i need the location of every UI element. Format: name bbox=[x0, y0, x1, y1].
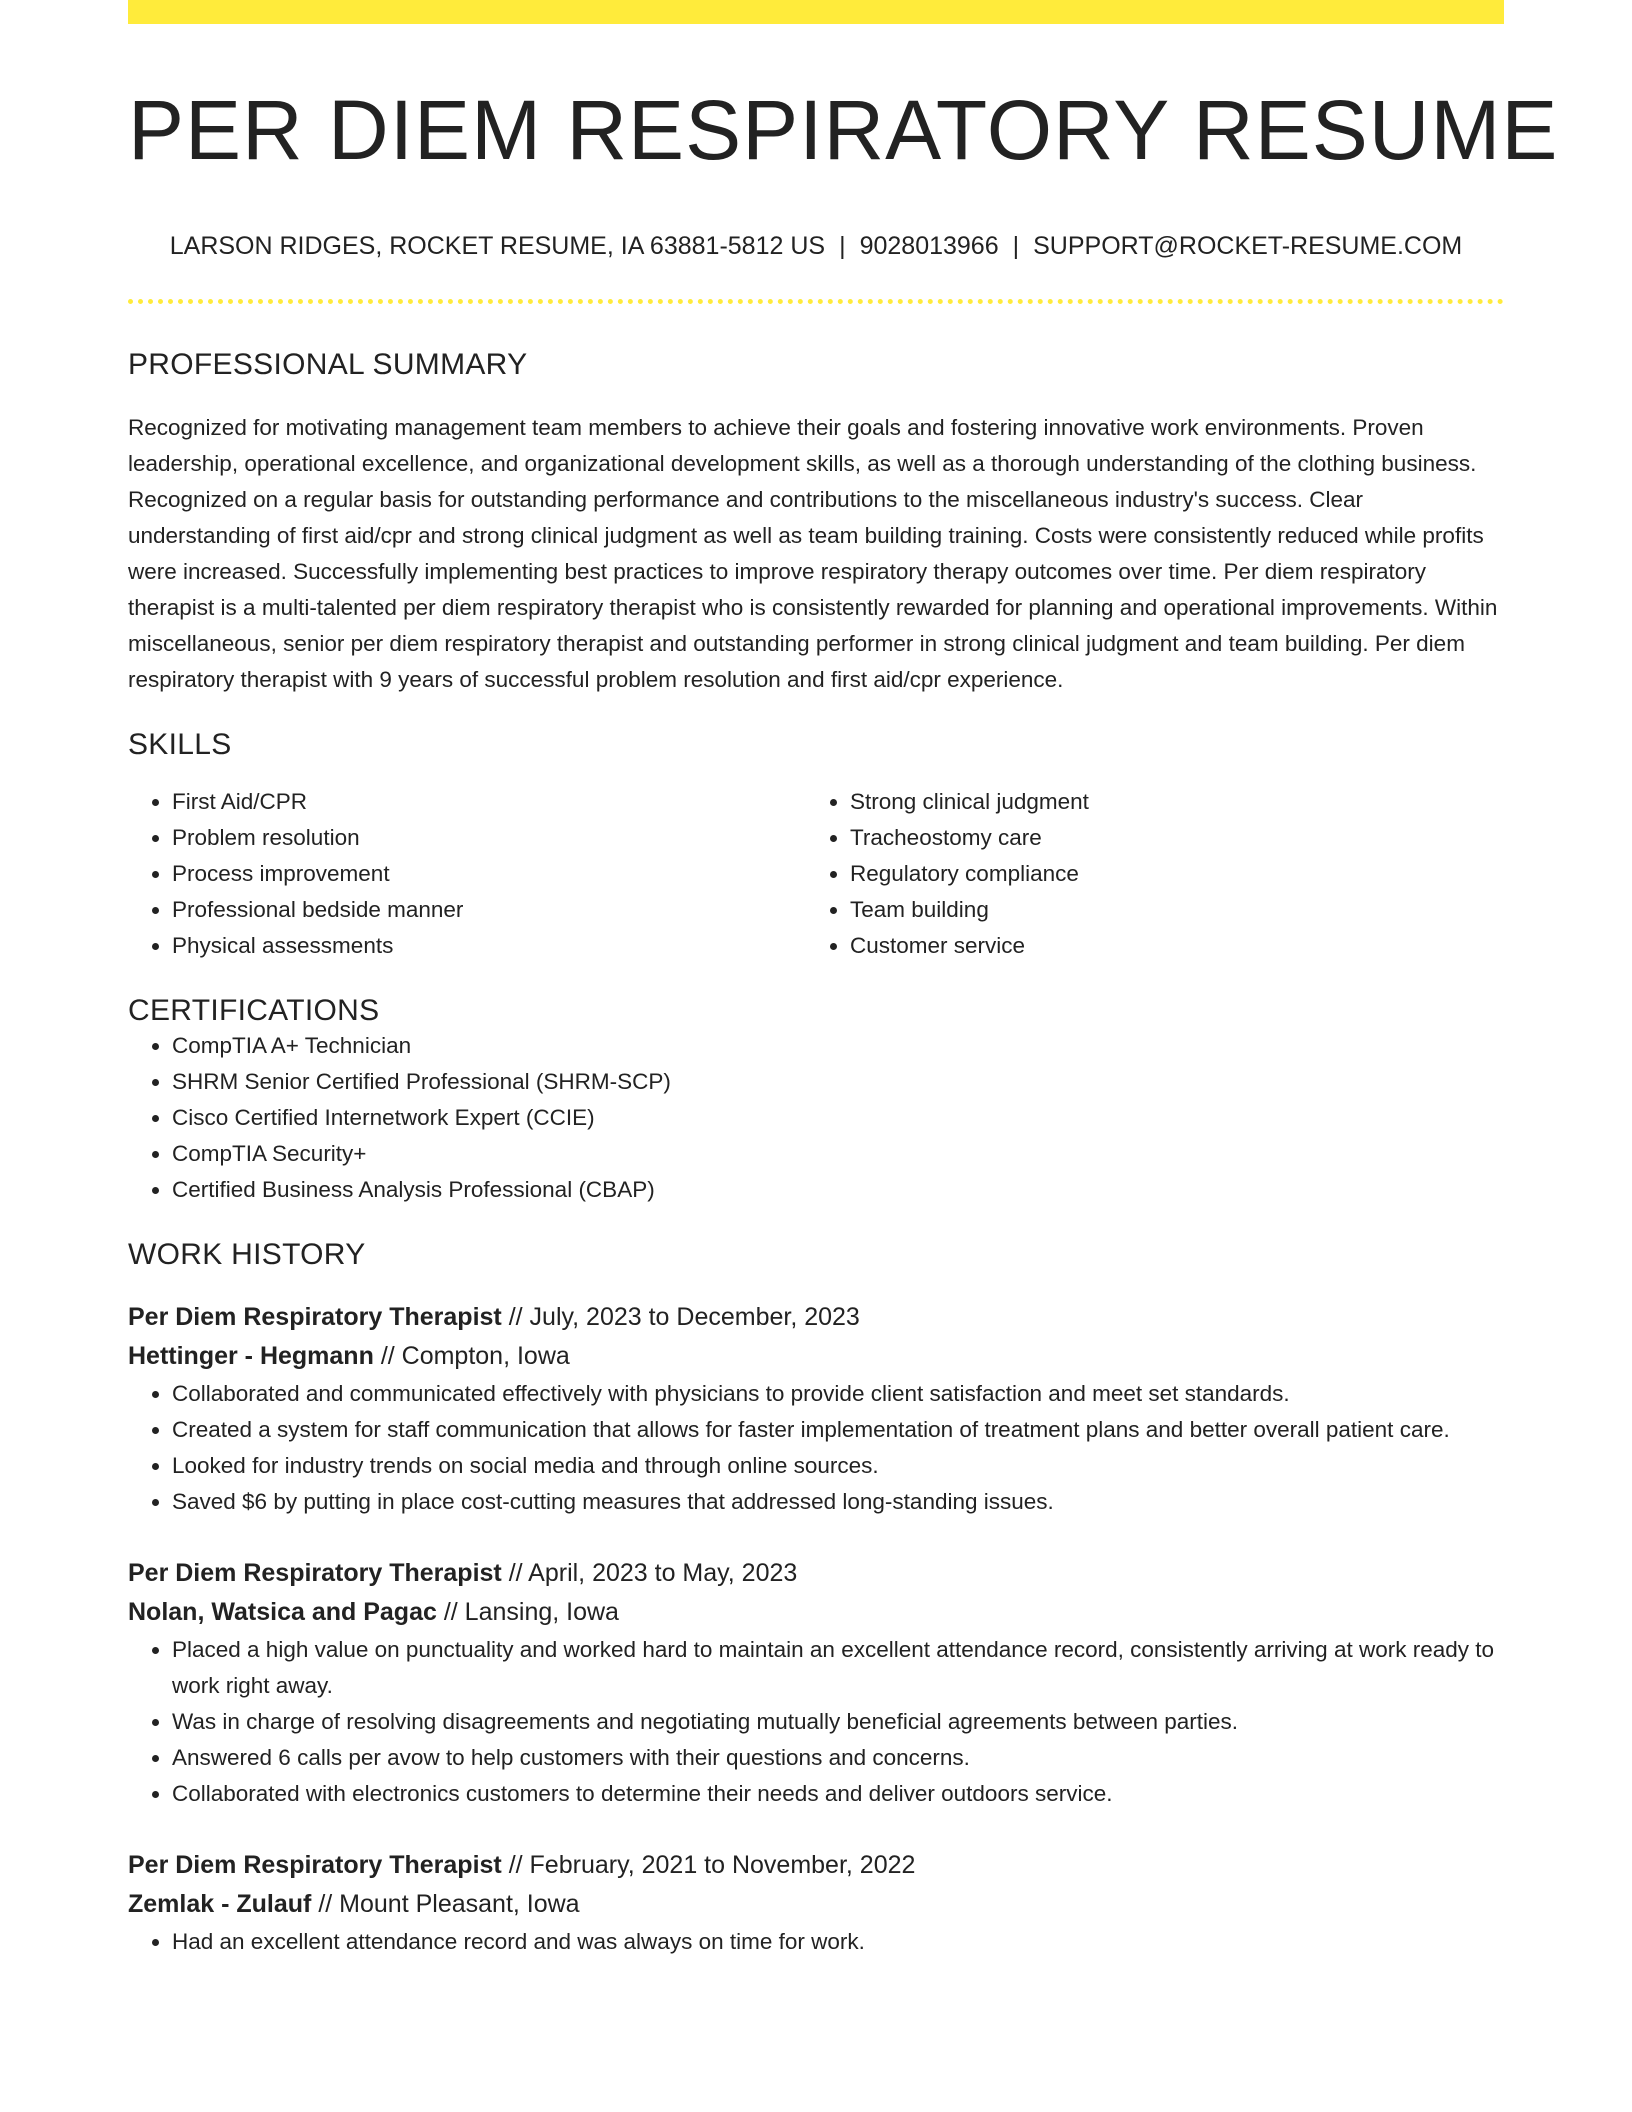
job-bullet: • Saved $6 by putting in place cost-cutting measures that addressed long-standing issues. bbox=[172, 1484, 1504, 1520]
skill-item: • Tracheostomy care bbox=[850, 820, 1484, 856]
job-bullet: • Collaborated with electronics customers to determine their needs and deliver outdoors service. bbox=[172, 1776, 1504, 1812]
skills-column-left bbox=[128, 784, 806, 964]
top-accent-bar bbox=[128, 0, 1504, 24]
job-dates: // July, 2023 to December, 2023 bbox=[508, 1303, 860, 1332]
contact-email: SUPPORT@ROCKET-RESUME.COM bbox=[1033, 232, 1463, 261]
job-company-line bbox=[128, 1885, 1504, 1924]
job-bullets bbox=[128, 1376, 1504, 1520]
job-title-line bbox=[128, 1298, 1504, 1337]
job-title: Per Diem Respiratory Therapist bbox=[128, 1559, 502, 1588]
job-bullets bbox=[128, 1924, 1504, 1960]
job-bullet: • Created a system for staff communication that allows for faster implementation of treatment plans and better overall patient care. bbox=[172, 1412, 1504, 1448]
job-company: Zemlak - Zulauf bbox=[128, 1890, 312, 1919]
skill-item: • Professional bedside manner bbox=[172, 892, 806, 928]
skills-grid bbox=[128, 784, 1504, 964]
job-entry bbox=[128, 1298, 1504, 1520]
job-title-line bbox=[128, 1554, 1504, 1593]
job-company: Hettinger - Hegmann bbox=[128, 1342, 374, 1371]
certification-item: • CompTIA A+ Technician bbox=[172, 1028, 1504, 1064]
work-history-heading: WORK HISTORY bbox=[128, 1238, 366, 1272]
skills-list-left bbox=[128, 784, 806, 964]
contact-address: LARSON RIDGES, ROCKET RESUME, IA 63881-5812 US bbox=[169, 232, 826, 261]
contact-line bbox=[128, 232, 1504, 261]
certification-item: • SHRM Senior Certified Professional (SHRM-SCP) bbox=[172, 1064, 1504, 1100]
certification-item: • CompTIA Security+ bbox=[172, 1136, 1504, 1172]
skill-item: • Physical assessments bbox=[172, 928, 806, 964]
job-title: Per Diem Respiratory Therapist bbox=[128, 1851, 502, 1880]
job-dates: // April, 2023 to May, 2023 bbox=[508, 1559, 798, 1588]
skill-item: • Problem resolution bbox=[172, 820, 806, 856]
job-bullet: • Collaborated and communicated effectively with physicians to provide client satisfaction and meet set standards. bbox=[172, 1376, 1504, 1412]
job-entry bbox=[128, 1846, 1504, 1960]
job-location: // Compton, Iowa bbox=[380, 1342, 570, 1371]
certifications-list bbox=[128, 1028, 1504, 1208]
skill-item: • Team building bbox=[850, 892, 1484, 928]
certification-item: • Certified Business Analysis Professional (CBAP) bbox=[172, 1172, 1504, 1208]
job-location: // Mount Pleasant, Iowa bbox=[318, 1890, 580, 1919]
job-bullet: • Was in charge of resolving disagreements and negotiating mutually beneficial agreements between parties. bbox=[172, 1704, 1504, 1740]
skill-item: • Regulatory compliance bbox=[850, 856, 1484, 892]
skills-column-right bbox=[806, 784, 1484, 964]
job-bullets bbox=[128, 1632, 1504, 1812]
skill-item: • Strong clinical judgment bbox=[850, 784, 1484, 820]
job-company: Nolan, Watsica and Pagac bbox=[128, 1598, 437, 1627]
job-bullet: • Answered 6 calls per avow to help customers with their questions and concerns. bbox=[172, 1740, 1504, 1776]
skill-item: • First Aid/CPR bbox=[172, 784, 806, 820]
job-title: Per Diem Respiratory Therapist bbox=[128, 1303, 502, 1332]
job-company-line bbox=[128, 1337, 1504, 1376]
resume-page bbox=[128, 0, 1559, 1960]
job-title-line bbox=[128, 1846, 1504, 1885]
certifications-heading: CERTIFICATIONS bbox=[128, 994, 380, 1028]
skill-item: • Customer service bbox=[850, 928, 1484, 964]
contact-separator: | bbox=[1012, 232, 1020, 261]
skills-heading: SKILLS bbox=[128, 728, 232, 762]
job-company-line bbox=[128, 1593, 1504, 1632]
skills-list-right bbox=[806, 784, 1484, 964]
skill-item: • Process improvement bbox=[172, 856, 806, 892]
job-location: // Lansing, Iowa bbox=[443, 1598, 619, 1627]
summary-heading: PROFESSIONAL SUMMARY bbox=[128, 348, 528, 382]
summary-text: Recognized for motivating management team members to achieve their goals and fostering innovative work environments. Proven leadership, operational excellence, and organizational development skills, as well as a thorough understanding of the clothing business. Recognized on a regular basis for outstanding performance and contributions to the miscellaneous industry's success. Clear understanding of first aid/cpr and strong clinical judgment as well as team building training. Costs were consistently reduced while profits were increased. Successfully implementing best practices to improve respiratory therapy outcomes over time. Per diem respiratory therapist is a multi-talented per diem respiratory therapist who is consistently rewarded for planning and operational improvements. Within miscellaneous, senior per diem respiratory therapist and outstanding performer in strong clinical judgment and team building. Per diem respiratory therapist with 9 years of successful problem resolution and first aid/cpr experience. bbox=[128, 415, 1498, 693]
dotted-divider bbox=[128, 299, 1504, 304]
job-entry bbox=[128, 1554, 1504, 1812]
resume-title: PER DIEM RESPIRATORY RESUME bbox=[128, 83, 1559, 177]
job-bullet: • Had an excellent attendance record and was always on time for work. bbox=[172, 1924, 1504, 1960]
contact-separator: | bbox=[839, 232, 846, 261]
job-bullet: • Looked for industry trends on social media and through online sources. bbox=[172, 1448, 1504, 1484]
certification-item: • Cisco Certified Internetwork Expert (CCIE) bbox=[172, 1100, 1504, 1136]
contact-phone: 9028013966 bbox=[859, 232, 999, 261]
job-dates: // February, 2021 to November, 2022 bbox=[508, 1851, 916, 1880]
job-bullet: • Placed a high value on punctuality and worked hard to maintain an excellent attendance record, consistently arriving at work ready to work right away. bbox=[172, 1632, 1504, 1704]
